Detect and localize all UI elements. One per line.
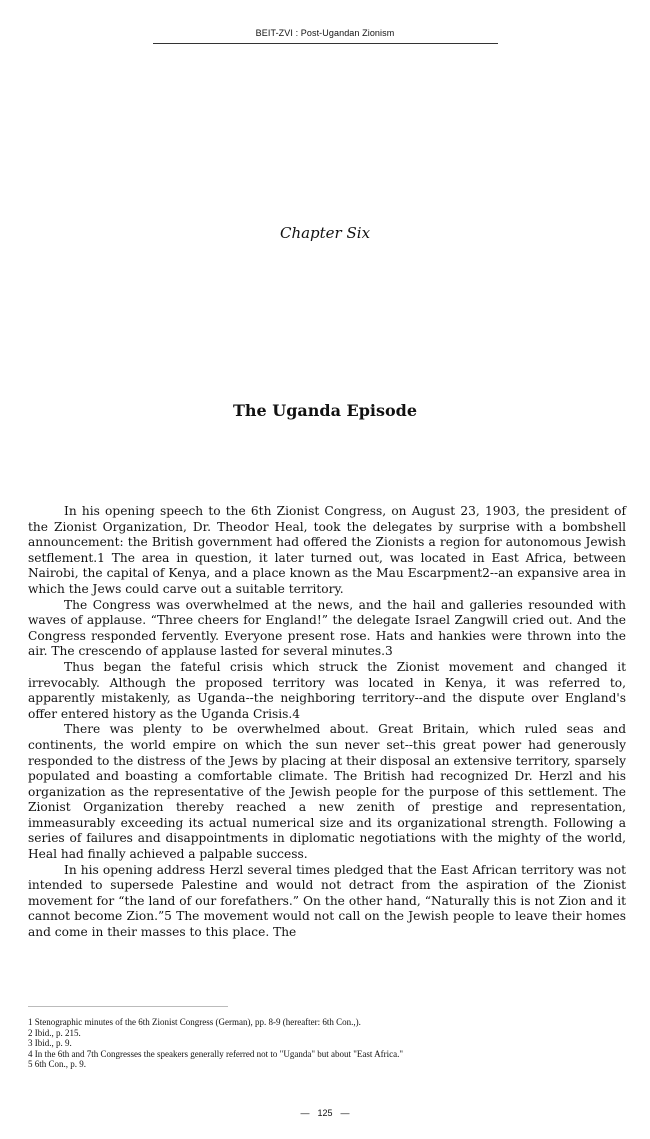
chapter-title: The Uganda Episode (232, 401, 418, 420)
footnote: 1 Stenographic minutes of the 6th Zionist Congress (German), pp. 8-9 (hereafter: 6th Con.,). (28, 1017, 361, 1027)
footnote: 2 Ibid., p. 215. (28, 1027, 81, 1038)
page-footer (0, 1108, 650, 1118)
footnote: 5 6th Con., p. 9. (28, 1059, 87, 1070)
body-text (28, 504, 626, 941)
paragraph: In his opening address Herzl several times pledged that the East African territory was not intended to supersede Palestine and would not detract from the aspiration of the Zionist movement for “the land of our forefathers.” On the other hand, “Naturally this is not Zion and it cannot become Zion.”5 The movement would not call on the Jewish people to leave their homes and come in their masses to this place. The (28, 862, 626, 940)
footnote-rule (28, 1006, 228, 1007)
folio-dash-right: — (340, 1108, 350, 1118)
chapter-label: Chapter Six (279, 224, 371, 242)
footnote: 3 Ibid., p. 9. (28, 1038, 72, 1049)
paragraph: There was plenty to be overwhelmed about. Great Britain, which ruled seas and continents, the world empire on which the sun never set--this great power had generously responded to the distress of the Jews by placing at their disposal an extensive territory, sparsely populated and boasting a comfortable climate. The British had recognized Dr. Herzl and his organization as the representative of the Jewish people for the purpose of this settlement. The Zionist Organization thereby reached a new zenith of prestige and representation, immeasurably exceeding its actual numerical size and its organizational strength. Following a series of failures and disappointments in diplomatic negotiations with the mighty of the world, Heal had finally achieved a palpable success. (28, 722, 626, 862)
running-head: BEIT-ZVI : Post-Ugandan Zionism (255, 28, 395, 38)
footnotes (28, 1017, 626, 1070)
paragraph: In his opening speech to the 6th Zionist Congress, on August 23, 1903, the president of the Zionist Organization, Dr. Theodor Heal, took the delegates by surprise with a bombshell announcement: the British government had offered the Zionists a region for autonomous Jewish setflement.1 The area in question, it later turned out, was located in East Africa, between Nairobi, the capital of Kenya, and a place known as the Mau Escarpment2--an expansive area in which the Jews could carve out a suitable territory. (28, 504, 626, 596)
page-number: 125 (317, 1108, 333, 1118)
folio-dash-left: — (300, 1108, 310, 1118)
paragraph: Thus began the fateful crisis which struck the Zionist movement and changed it irrevocably. Although the proposed territory was located in Kenya, it was referred to, apparently mistakenly, as Uganda--the neighboring territory--and the dispute over England's offer entered history as the Uganda Crisis.4 (28, 659, 626, 721)
footnote: 4 In the 6th and 7th Congresses the speakers generally referred not to "Uganda" but about "East Africa." (28, 1048, 404, 1059)
paragraph: The Congress was overwhelmed at the news, and the hail and galleries resounded with waves of applause. “Three cheers for England!” the delegate Israel Zangwill cried out. And the Congress responded fervently. Everyone present rose. Hats and hankies were thrown into the air. The crescendo of applause lasted for several minutes.3 (28, 597, 626, 659)
header-rule (153, 43, 498, 44)
